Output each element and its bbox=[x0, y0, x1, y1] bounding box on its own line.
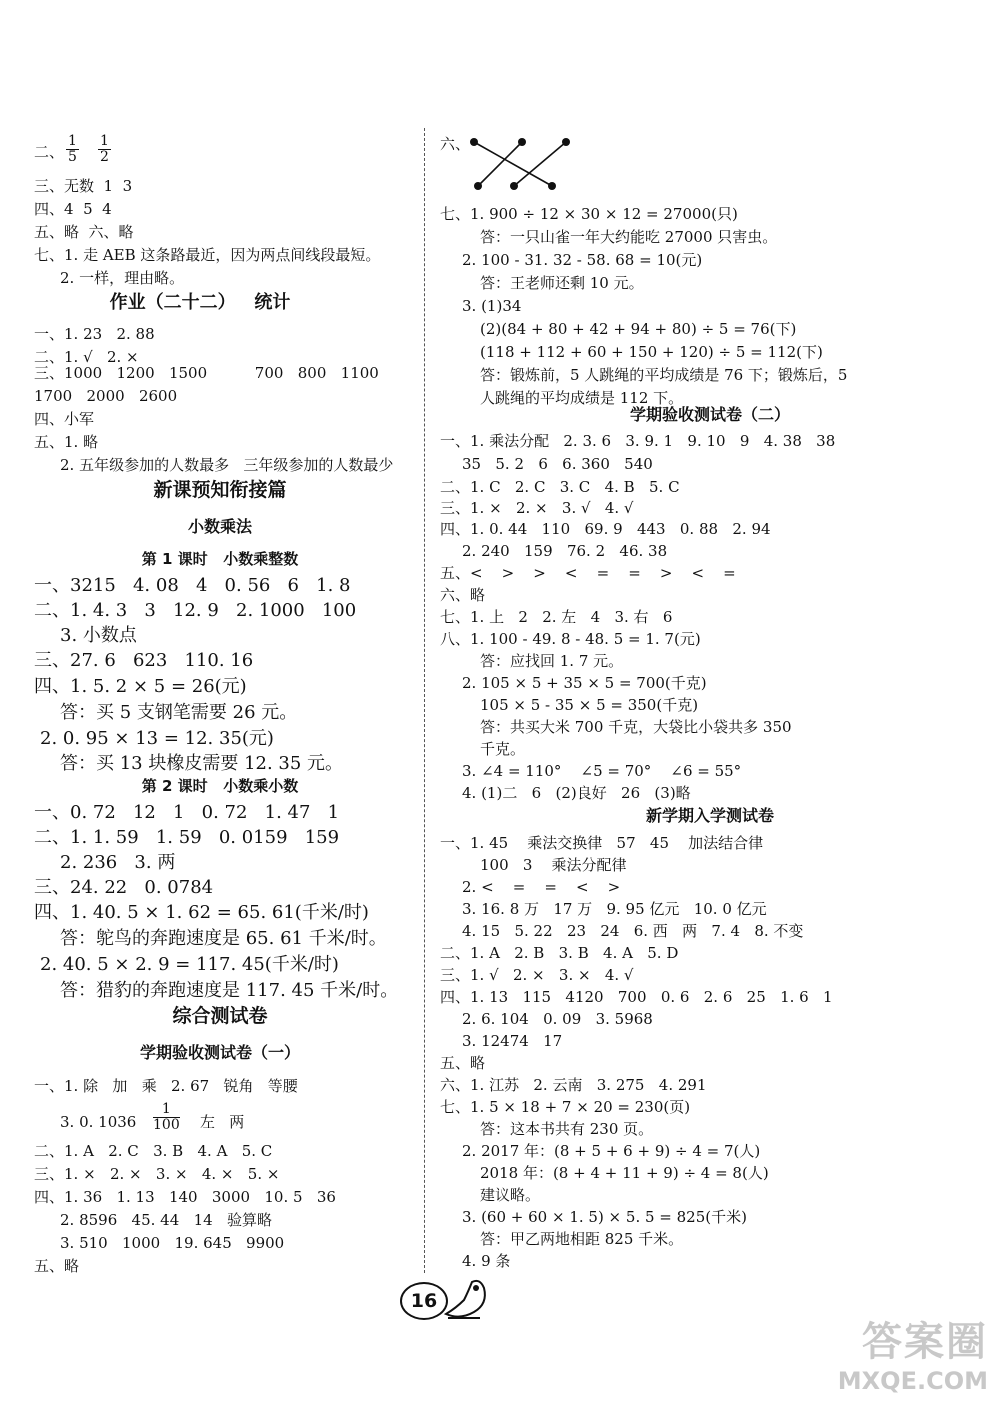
section-heading: 作业（二十二） 统计 bbox=[109, 292, 291, 313]
section-heading: 新学期入学测试卷 bbox=[645, 806, 774, 825]
answer-line: 四、1. 13 115 4120 700 0. 6 2. 6 25 1. 6 1 bbox=[440, 988, 833, 1006]
answer-line: 1700 2000 2600 bbox=[34, 387, 178, 405]
answer-line: 2. 0. 95 × 13 = 12. 35(元) bbox=[40, 728, 274, 749]
answer-line: 五、< > > < = = > < = bbox=[440, 564, 736, 582]
answer-line: 六、略 bbox=[440, 586, 486, 604]
section-heading: 新课预知衔接篇 bbox=[153, 479, 287, 501]
answer-line: 八、1. 100 - 49. 8 - 48. 5 = 1. 7(元) bbox=[440, 630, 701, 648]
answer-line: 三、27. 6 623 110. 16 bbox=[34, 650, 254, 671]
answer-line: (118 + 112 + 60 + 150 + 120) ÷ 5 = 112(下) bbox=[480, 343, 823, 361]
answer-line: 100 3 乘法分配律 bbox=[480, 856, 627, 874]
section-heading: 第 1 课时 小数乘整数 bbox=[141, 550, 299, 568]
fraction: $\frac{1}{5}$ bbox=[68, 133, 77, 165]
answer-line: 答：这本书共有 230 页。 bbox=[480, 1120, 654, 1138]
matching-lines-diagram bbox=[464, 134, 574, 192]
answer-line: 3. 12474 17 bbox=[462, 1032, 563, 1050]
answer-line: 四、1. 36 1. 13 140 3000 10. 5 36 bbox=[34, 1188, 336, 1206]
answer-line: (2)(84 + 80 + 42 + 94 + 80) ÷ 5 = 76(下) bbox=[480, 320, 797, 338]
answer-line: 2. 40. 5 × 2. 9 = 117. 45(千米/时) bbox=[40, 954, 339, 975]
watermark: 答案圈 MXQE.COM bbox=[837, 1319, 988, 1395]
answer-line: 答：应找回 1. 7 元。 bbox=[480, 652, 624, 670]
answer-line: 3. (1)34 bbox=[462, 297, 522, 315]
answer-line: 3. 小数点 bbox=[60, 625, 137, 646]
answer-line: 二、1. A 2. C 3. B 4. A 5. C bbox=[34, 1142, 273, 1160]
answer-line: 七、1. 5 × 18 + 7 × 20 = 230(页) bbox=[440, 1098, 691, 1116]
answer-line: 答：鸵鸟的奔跑速度是 65. 61 千米/时。 bbox=[60, 928, 387, 949]
answer-line: 2. 100 - 31. 32 - 58. 68 = 10(元) bbox=[462, 251, 703, 269]
section-heading: 第 2 课时 小数乘小数 bbox=[141, 777, 299, 795]
answer-line: 二、 bbox=[34, 143, 65, 161]
answer-line: 答：锻炼前，5 人跳绳的平均成绩是 76 下；锻炼后，5 bbox=[480, 366, 848, 384]
answer-line: 一、1. 23 2. 88 bbox=[34, 325, 155, 343]
answer-line: 五、略 六、略 bbox=[34, 223, 134, 241]
answer-line: 3. (60 + 60 × 1. 5) × 5. 5 = 825(千米) bbox=[462, 1208, 747, 1226]
answer-line: 四、1. 40. 5 × 1. 62 = 65. 61(千米/时) bbox=[34, 902, 369, 923]
answer-line: 4. 9 条 bbox=[462, 1252, 511, 1270]
answer-line: 35 5. 2 6 6. 360 540 bbox=[462, 455, 653, 473]
answer-line: 2. 2017 年：(8 + 5 + 6 + 9) ÷ 4 = 7(人) bbox=[462, 1142, 761, 1160]
answer-line: 四、4 5 4 bbox=[34, 200, 112, 218]
answer-line: 答：共买大米 700 千克，大袋比小袋共多 350 bbox=[480, 718, 792, 736]
answer-line: 3. 0. 1036 bbox=[60, 1113, 137, 1131]
page-number: 16 bbox=[400, 1282, 448, 1320]
answer-line: 六、1. 江苏 2. 云南 3. 275 4. 291 bbox=[440, 1076, 707, 1094]
answer-line: 4. (1)二 6 (2)良好 26 (3)略 bbox=[462, 784, 691, 802]
section-heading: 学期验收测试卷（一） bbox=[139, 1043, 300, 1062]
answer-line: 七、1. 上 2 2. 左 4 3. 右 6 bbox=[440, 608, 673, 626]
answer-line: 千克。 bbox=[480, 740, 526, 758]
answer-line: 答：猎豹的奔跑速度是 117. 45 千米/时。 bbox=[60, 980, 399, 1001]
answer-line: 4. 15 5. 22 23 24 6. 西 两 7. 4 8. 不变 bbox=[462, 922, 804, 940]
answer-line: 五、略 bbox=[34, 1257, 80, 1275]
answer-line: 三、24. 22 0. 0784 bbox=[34, 877, 214, 898]
answer-line: 答：王老师还剩 10 元。 bbox=[480, 274, 644, 292]
answer-line: 左 两 bbox=[200, 1113, 245, 1131]
answer-line: 二、1. A 2. B 3. B 4. A 5. D bbox=[440, 944, 679, 962]
answer-line: 三、1000 1200 1500 700 800 1100 bbox=[34, 364, 379, 382]
answer-line: 一、1. 除 加 乘 2. 67 锐角 等腰 bbox=[34, 1077, 298, 1095]
answer-line: 3. 16. 8 万 17 万 9. 95 亿元 10. 0 亿元 bbox=[462, 900, 767, 918]
fraction: $\frac{1}{100}$ bbox=[153, 1101, 180, 1133]
answer-line: 四、1. 5. 2 × 5 = 26(元) bbox=[34, 676, 247, 697]
mascot-icon bbox=[440, 1274, 500, 1322]
answer-line: 三、1. × 2. × 3. √ 4. √ bbox=[440, 499, 634, 517]
answer-line: 一、3215 4. 08 4 0. 56 6 1. 8 bbox=[34, 575, 351, 596]
answer-line: 2. 五年级参加的人数最多 三年级参加的人数最少 bbox=[60, 456, 394, 474]
answer-line: 2. 105 × 5 + 35 × 5 = 700(千克) bbox=[462, 674, 707, 692]
answer-line: 六、 bbox=[440, 135, 471, 153]
answer-line: 3. 510 1000 19. 645 9900 bbox=[60, 1234, 285, 1252]
answer-line: 2. 236 3. 两 bbox=[60, 852, 176, 873]
answer-line: 一、1. 45 乘法交换律 57 45 加法结合律 bbox=[440, 834, 764, 852]
section-heading: 综合测试卷 bbox=[172, 1005, 268, 1027]
answer-line: 答：一只山雀一年大约能吃 27000 只害虫。 bbox=[480, 228, 778, 246]
answer-line: 答：买 13 块橡皮需要 12. 35 元。 bbox=[60, 753, 344, 774]
answer-line: 三、无数 1 3 bbox=[34, 177, 133, 195]
answer-line: 一、1. 乘法分配 2. 3. 6 3. 9. 1 9. 10 9 4. 38 38 bbox=[440, 432, 836, 450]
answer-line: 三、1. √ 2. × 3. × 4. √ bbox=[440, 966, 634, 984]
answer-line: 3. ∠4 = 110° ∠5 = 70° ∠6 = 55° bbox=[462, 762, 742, 780]
answer-line: 人跳绳的平均成绩是 112 下。 bbox=[480, 389, 684, 407]
answer-line: 2. < = = < > bbox=[462, 878, 621, 896]
answer-line: 七、1. 走 AEB 这条路最近，因为两点间线段最短。 bbox=[34, 246, 381, 264]
answer-line: 二、1. √ 2. × bbox=[34, 348, 139, 366]
section-heading: 学期验收测试卷（二） bbox=[629, 405, 790, 424]
answer-line: 2. 一样，理由略。 bbox=[60, 269, 185, 287]
answer-line: 四、1. 0. 44 110 69. 9 443 0. 88 2. 94 bbox=[440, 520, 771, 538]
answer-line: 2. 6. 104 0. 09 3. 5968 bbox=[462, 1010, 653, 1028]
answer-line: 答：甲乙两地相距 825 千米。 bbox=[480, 1230, 684, 1248]
answer-line: 2. 8596 45. 44 14 验算略 bbox=[60, 1211, 272, 1229]
answer-line: 七、1. 900 ÷ 12 × 30 × 12 = 27000(只) bbox=[440, 205, 738, 223]
column-divider bbox=[424, 128, 425, 1273]
answer-line: 四、小军 bbox=[34, 410, 95, 428]
answer-line: 二、1. 4. 3 3 12. 9 2. 1000 100 bbox=[34, 600, 357, 621]
answer-line: 二、1. 1. 59 1. 59 0. 0159 159 bbox=[34, 827, 340, 848]
answer-line: 2. 240 159 76. 2 46. 38 bbox=[462, 542, 668, 560]
answer-line: 2018 年：(8 + 4 + 11 + 9) ÷ 4 = 8(人) bbox=[480, 1164, 769, 1182]
section-heading: 小数乘法 bbox=[187, 517, 252, 536]
answer-line: 二、1. C 2. C 3. C 4. B 5. C bbox=[440, 478, 680, 496]
answer-line: 一、0. 72 12 1 0. 72 1. 47 1 bbox=[34, 802, 340, 823]
answer-line: 105 × 5 - 35 × 5 = 350(千克) bbox=[480, 696, 699, 714]
answer-line: 答：买 5 支钢笔需要 26 元。 bbox=[60, 702, 298, 723]
answer-line: 建议略。 bbox=[480, 1186, 541, 1204]
answer-line: 五、略 bbox=[440, 1054, 486, 1072]
fraction: $\frac{1}{2}$ bbox=[100, 133, 109, 165]
answer-line: 五、1. 略 bbox=[34, 433, 99, 451]
answer-line: 三、1. × 2. × 3. × 4. × 5. × bbox=[34, 1165, 280, 1183]
